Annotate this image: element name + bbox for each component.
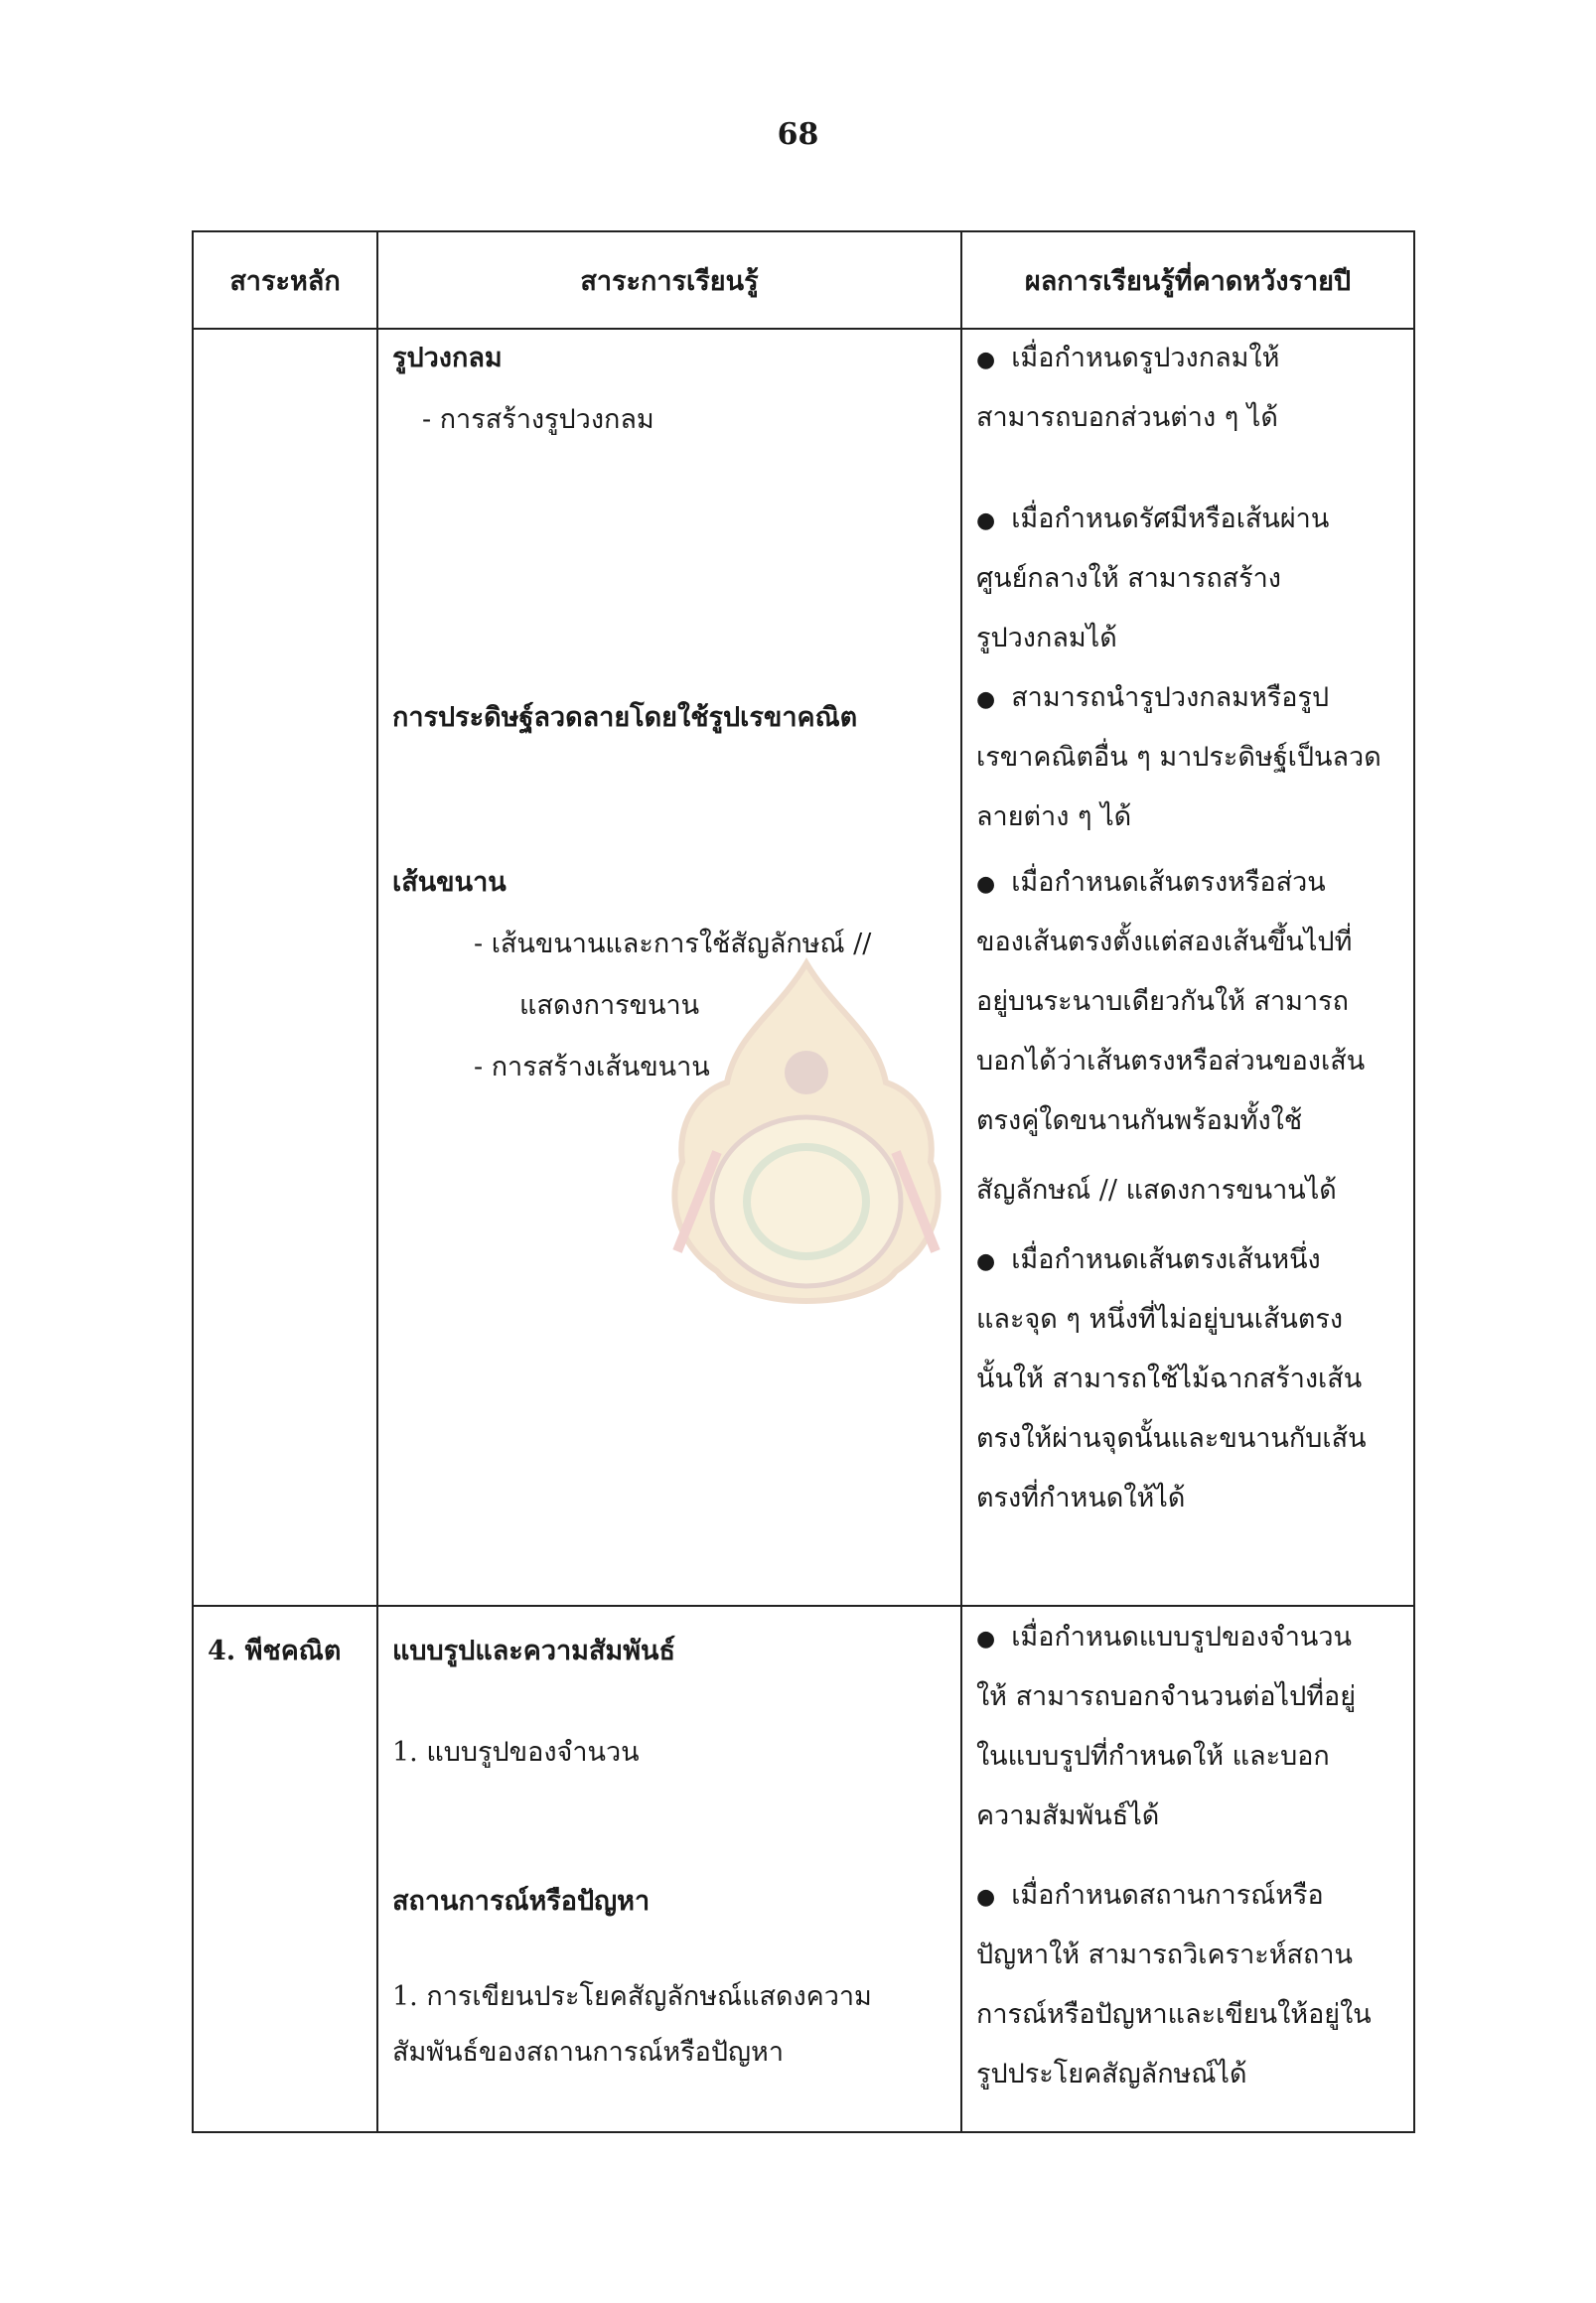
outcome-item: ● เมื่อกำหนดเส้นตรงเส้นหนึ่ง — [976, 1245, 1321, 1277]
outcome-line: บอกได้ว่าเส้นตรงหรือส่วนของเส้น — [976, 1046, 1366, 1077]
outcome-line: เรขาคณิตอื่น ๆ มาประดิษฐ์เป็นลวด — [976, 742, 1381, 773]
strand-label: 4. พีชคณิต — [208, 1636, 342, 1666]
content-item: - การสร้างรูปวงกลม — [422, 404, 654, 435]
outcome-line: รูปประโยคสัญลักษณ์ได้ — [976, 2059, 1247, 2089]
content-item: - เส้นขนานและการใช้สัญลักษณ์ // — [474, 929, 872, 959]
outcomes-cell — [961, 329, 1414, 1606]
outcome-line: ปัญหาให้ สามารถวิเคราะห์สถาน — [976, 1940, 1353, 1970]
outcome-line: ให้ สามารถบอกจำนวนต่อไปที่อยู่ — [976, 1681, 1357, 1712]
outcome-line: ตรงให้ผ่านจุดนั้นและขนานกับเส้น — [976, 1423, 1367, 1454]
content-heading: เส้นขนาน — [392, 867, 507, 898]
outcome-line: ตรงคู่ใดขนานกันพร้อมทั้งใช้ — [976, 1105, 1303, 1136]
outcome-line: สามารถบอกส่วนต่าง ๆ ได้ — [976, 402, 1278, 433]
header-content: สาระการเรียนรู้ — [377, 231, 961, 329]
strand-cell — [193, 329, 377, 1606]
outcome-line: ศูนย์กลางให้ สามารถสร้าง — [976, 563, 1281, 594]
outcome-item: ● เมื่อกำหนดสถานการณ์หรือ — [976, 1881, 1324, 1913]
content-heading: รูปวงกลม — [392, 343, 503, 373]
header-strand: สาระหลัก — [193, 231, 377, 329]
outcome-line: การณ์หรือปัญหาและเขียนให้อยู่ใน — [976, 1999, 1372, 2030]
outcome-item: ● เมื่อกำหนดรูปวงกลมให้ — [976, 344, 1279, 375]
outcome-line: ความสัมพันธ์ได้ — [976, 1800, 1160, 1831]
content-item: 1. การเขียนประโยคสัญลักษณ์แสดงความ — [392, 1981, 872, 2012]
outcome-line: ตรงที่กำหนดให้ได้ — [976, 1483, 1186, 1513]
page-number: 68 — [777, 117, 819, 152]
strand-cell — [193, 1606, 377, 2132]
table-header-row — [193, 231, 1414, 329]
curriculum-table — [192, 230, 1415, 2133]
content-heading: สถานการณ์หรือปัญหา — [392, 1886, 651, 1917]
outcome-item: ● เมื่อกำหนดเส้นตรงหรือส่วน — [976, 868, 1326, 900]
content-cell — [377, 1606, 961, 2132]
content-cell — [377, 329, 961, 1606]
outcome-line: รูปวงกลมได้ — [976, 623, 1117, 653]
content-heading: แบบรูปและความสัมพันธ์ — [392, 1636, 675, 1666]
outcome-item: ● เมื่อกำหนดแบบรูปของจำนวน — [976, 1623, 1352, 1655]
outcome-line: ของเส้นตรงตั้งแต่สองเส้นขึ้นไปที่ — [976, 927, 1353, 957]
outcomes-cell — [961, 1606, 1414, 2132]
content-item-continued: สัมพันธ์ของสถานการณ์หรือปัญหา — [392, 2037, 784, 2068]
content-item: - การสร้างเส้นขนาน — [474, 1052, 710, 1082]
content-item-continued: แสดงการขนาน — [519, 990, 700, 1021]
table-row — [193, 329, 1414, 1606]
outcome-item: ● สามารถนำรูปวงกลมหรือรูป — [976, 683, 1329, 715]
outcome-line: นั้นให้ สามารถใช้ไม้ฉากสร้างเส้น — [976, 1364, 1363, 1394]
outcome-line: อยู่บนระนาบเดียวกันให้ สามารถ — [976, 986, 1349, 1017]
outcome-line: ในแบบรูปที่กำหนดให้ และบอก — [976, 1741, 1330, 1772]
outcome-line: และจุด ๆ หนึ่งที่ไม่อยู่บนเส้นตรง — [976, 1304, 1344, 1335]
content-heading: การประดิษฐ์ลวดลายโดยใช้รูปเรขาคณิต — [392, 702, 858, 733]
outcome-item: ● เมื่อกำหนดรัศมีหรือเส้นผ่าน — [976, 504, 1329, 536]
header-outcomes: ผลการเรียนรู้ที่คาดหวังรายปี — [961, 231, 1414, 329]
outcome-line: สัญลักษณ์ // แสดงการขนานได้ — [976, 1175, 1337, 1206]
table-row — [193, 1606, 1414, 2132]
outcome-line: ลายต่าง ๆ ได้ — [976, 801, 1132, 832]
content-item: 1. แบบรูปของจำนวน — [392, 1737, 640, 1768]
